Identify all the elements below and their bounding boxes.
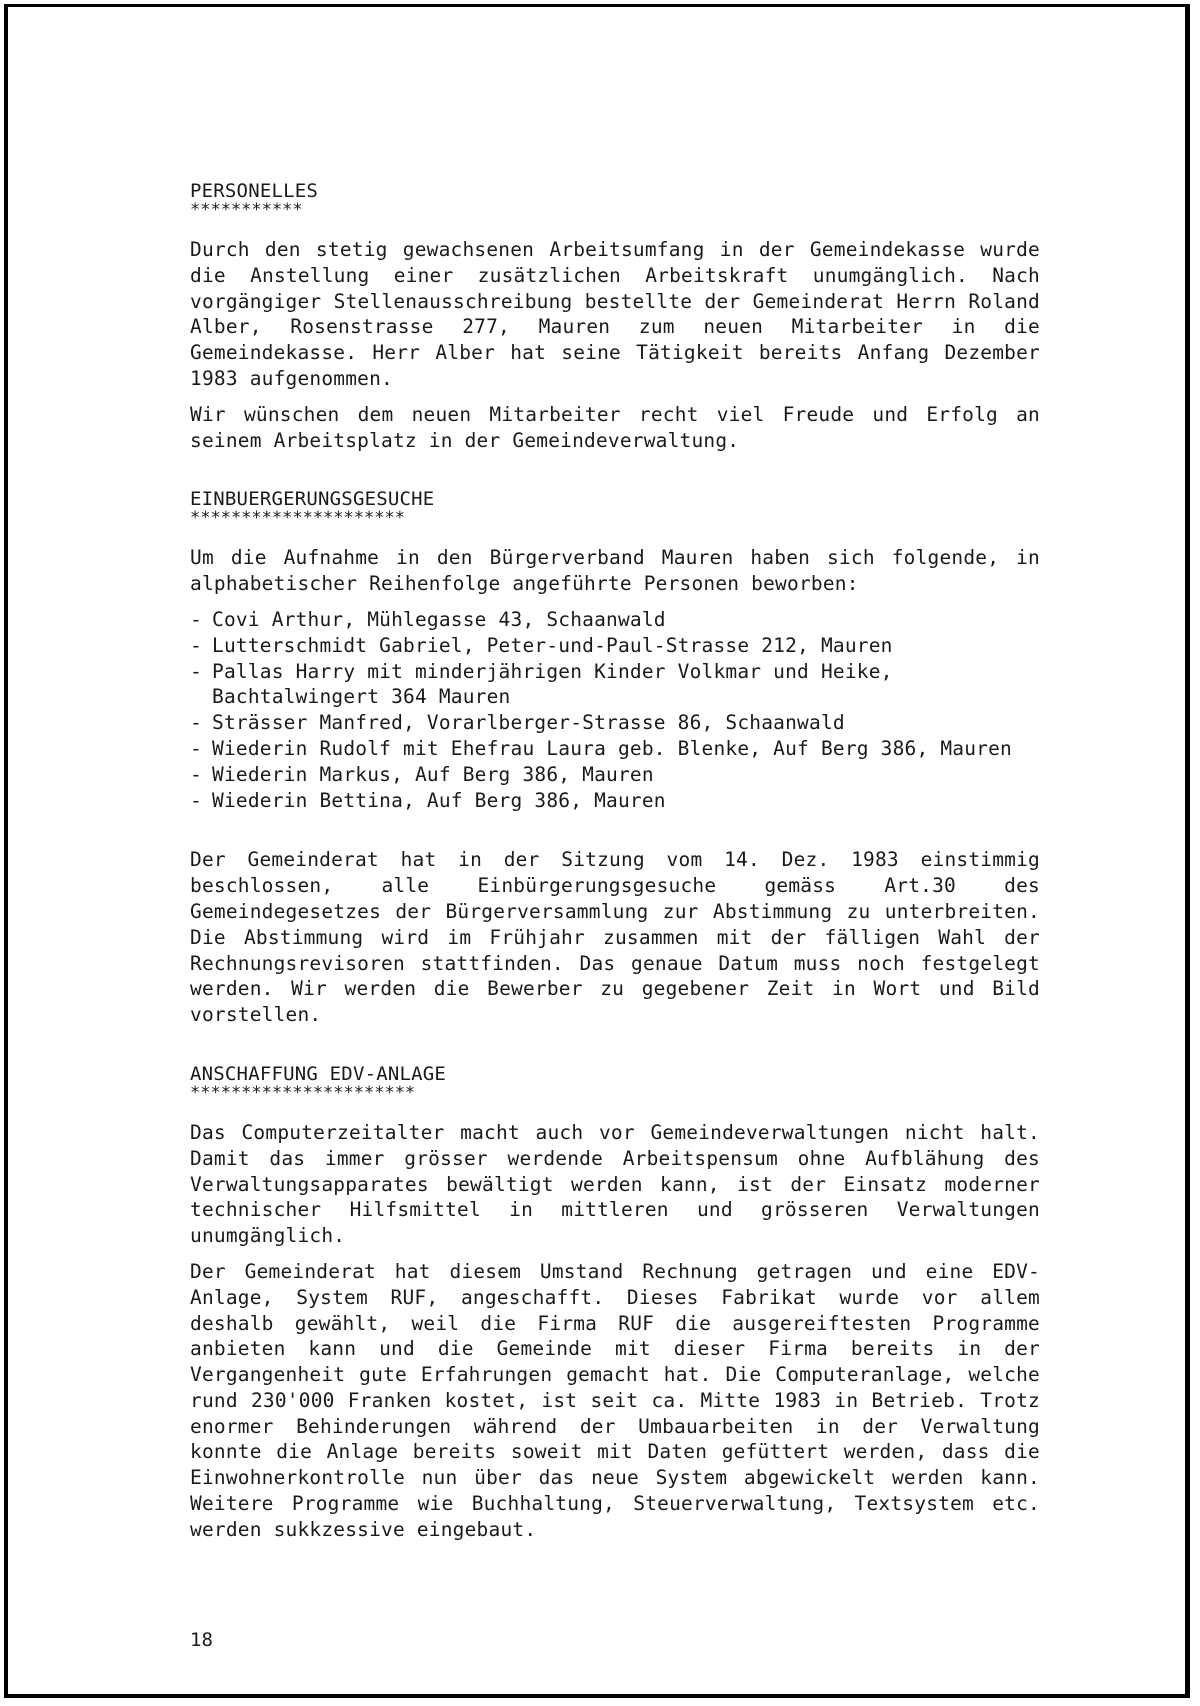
list-item: - Wiederin Bettina, Auf Berg 386, Mauren: [190, 788, 1040, 814]
heading-underline: ***********: [190, 200, 303, 220]
document-page: [4, 4, 1190, 1698]
paragraph: Der Gemeinderat hat diesem Umstand Rechnung getragen und eine EDV-Anlage, System RUF, angeschafft. Dieses Fabrikat wurde vor allem deshalb gewählt, weil die Firma RUF die ausgereiftesten Programme anbieten kann und die Gemeinde mit dieser Firma bereits in der Vergangenheit gute Erfahrungen gemacht hat. Die Computeranlage, welche rund 230'000 Franken kostet, ist seit ca. Mitte 1983 in Betrieb. Trotz enormer Behinderungen während der Umbauarbeiten in der Verwaltung konnte die Anlage bereits soweit mit Daten gefüttert werden, dass die Einwohnerkontrolle nun über das neue System abgewickelt werden kann. Weitere Programme wie Buchhaltung, Steuerverwaltung, Textsystem etc. werden sukkzessive eingebaut.: [190, 1259, 1040, 1541]
section-heading: EINBUERGERUNGSGESUCHE: [190, 488, 435, 511]
paragraph: Der Gemeinderat hat in der Sitzung vom 14. Dez. 1983 einstimmig beschlossen, alle Einbürgerungsgesuche gemäss Art.30 des Gemeindegesetzes der Bürgerversammlung zur Abstimmung zu unterbreiten. Die Abstimmung wird im Frühjahr zusammen mit der fälligen Wahl der Rechnungsrevisoren stattfinden. Das genaue Datum muss noch festgelegt werden. Wir werden die Bewerber zu gegebener Zeit in Wort und Bild vorstellen.: [190, 848, 1040, 1027]
list-item: - Lutterschmidt Gabriel, Peter-und-Paul-Strasse 212, Mauren: [190, 633, 1040, 659]
section-personelles: [190, 179, 1040, 453]
section-einbuergerungsgesuche: [190, 487, 1040, 1028]
document-content: [190, 179, 1040, 1577]
paragraph: Durch den stetig gewachsenen Arbeitsumfang in der Gemeindekasse wurde die Anstellung einer zusätzlichen Arbeitskraft unumgänglich. Nach vorgängiger Stellenausschreibung bestellte der Gemeinderat Herrn Roland Alber, Rosenstrasse 277, Mauren zum neuen Mitarbeiter in die Gemeindekasse. Herr Alber hat seine Tätigkeit bereits Anfang Dezember 1983 aufgenommen.: [190, 238, 1040, 390]
section-anschaffung-edv-anlage: [190, 1062, 1040, 1543]
paragraph: Wir wünschen dem neuen Mitarbeiter recht viel Freude und Erfolg an seinem Arbeitsplatz in der Gemeindeverwaltung.: [190, 402, 1040, 452]
heading-underline: **********************: [190, 1082, 416, 1103]
list-item: - Strässer Manfred, Vorarlberger-Strasse 86, Schaanwald: [190, 710, 1040, 736]
list-item: - Wiederin Markus, Auf Berg 386, Mauren: [190, 762, 1040, 788]
applicant-list: [190, 607, 1040, 813]
list-item: - Wiederin Rudolf mit Ehefrau Laura geb. Blenke, Auf Berg 386, Mauren: [190, 736, 1040, 762]
heading-underline: *********************: [190, 508, 405, 529]
page-number: 18: [190, 1629, 213, 1651]
paragraph: Um die Aufnahme in den Bürgerverband Mauren haben sich folgende, in alphabetischer Reihenfolge angeführte Personen beworben:: [190, 546, 1040, 596]
section-heading: PERSONELLES: [190, 180, 319, 202]
list-item: - Pallas Harry mit minderjährigen Kinder Volkmar und Heike, Bachtalwingert 364 Mauren: [190, 659, 1040, 711]
list-item: - Covi Arthur, Mühlegasse 43, Schaanwald: [190, 607, 1040, 633]
paragraph: Das Computerzeitalter macht auch vor Gemeindeverwaltungen nicht halt. Damit das immer grösser werdende Arbeitspensum ohne Aufblähung des Verwaltungsapparates bewältigt werden kann, ist der Einsatz moderner technischer Hilfsmittel in mittleren und grösseren Verwaltungen unumgänglich.: [190, 1120, 1040, 1248]
section-heading: ANSCHAFFUNG EDV-ANLAGE: [190, 1062, 447, 1085]
